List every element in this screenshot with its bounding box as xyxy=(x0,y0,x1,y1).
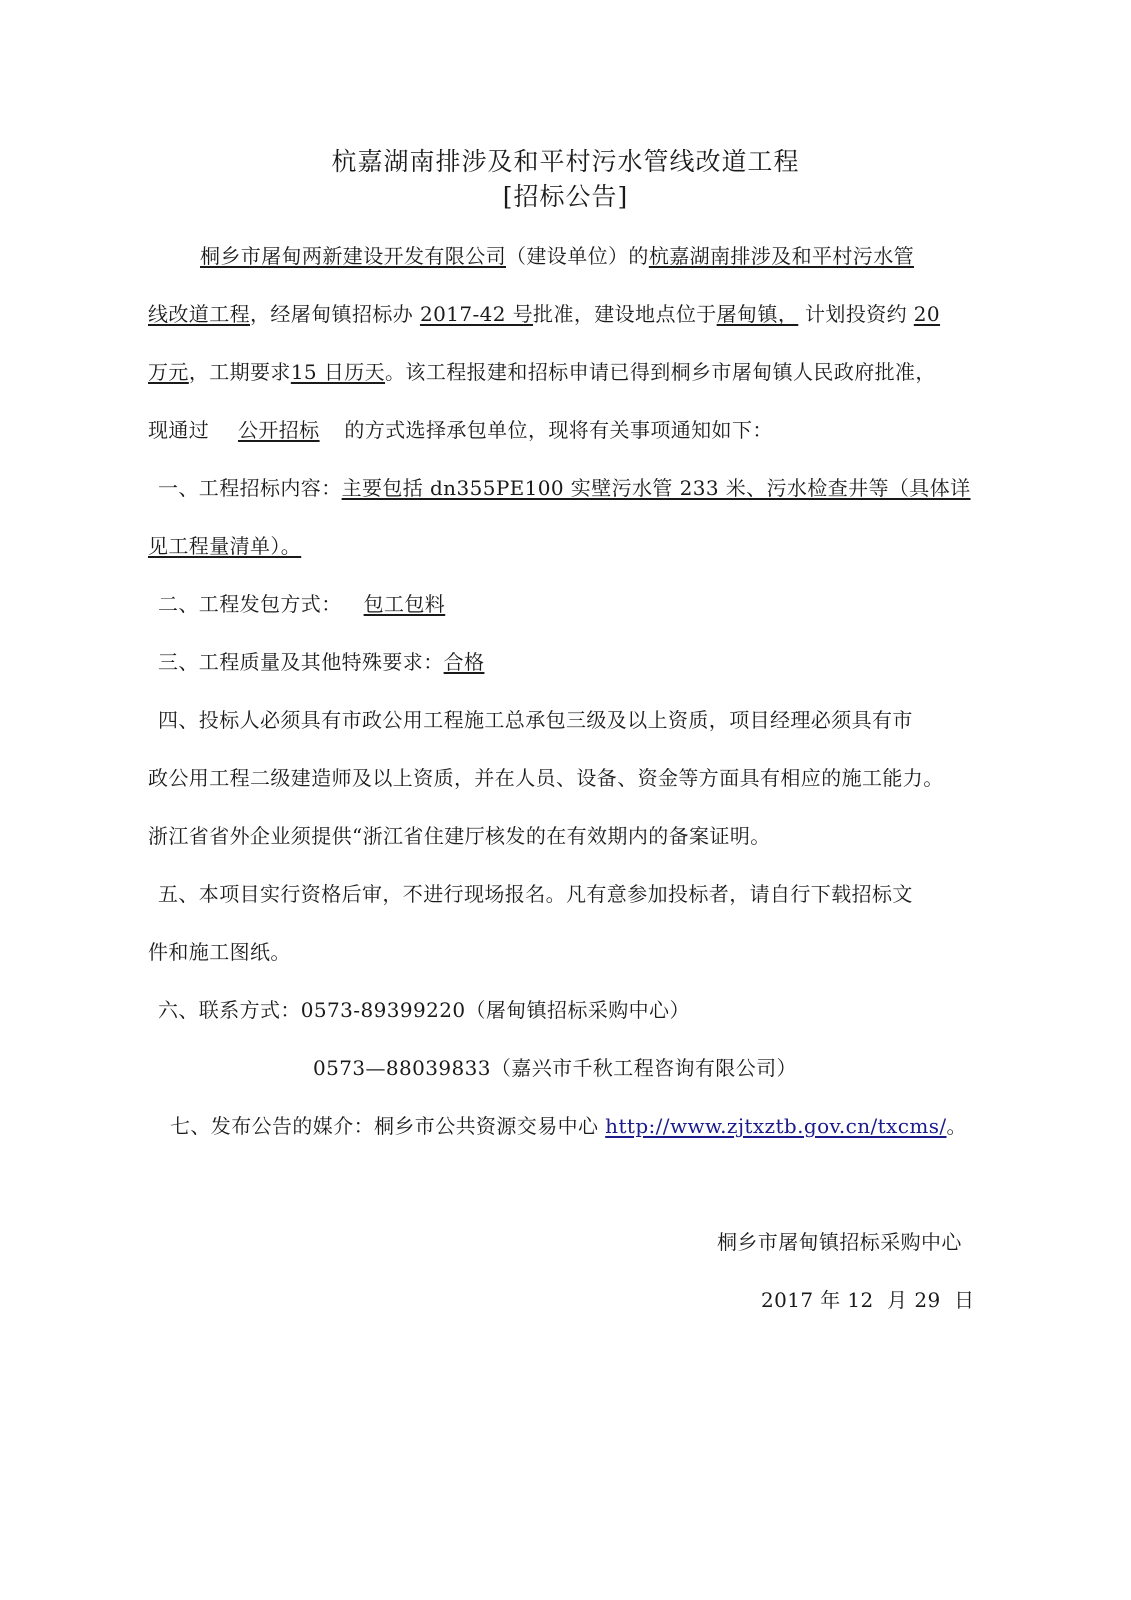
project-name-part-1: 杭嘉湖南排涉及和平村污水管 xyxy=(648,244,915,268)
builder-role: （建设单位）的 xyxy=(506,244,649,268)
project-location: 屠甸镇， xyxy=(716,302,799,326)
publication-link[interactable]: http://www.zjtxztb.gov.cn/txcms/ xyxy=(605,1114,947,1138)
section-6-line-2: 0573—88039833（嘉兴市千秋工程咨询有限公司） xyxy=(313,1056,797,1080)
document-title: 杭嘉湖南排涉及和平村污水管线改道工程 xyxy=(331,147,800,176)
section-3 xyxy=(158,649,484,675)
signature-date: 2017 年 12 月 29 日 xyxy=(761,1288,975,1312)
section-1-line-1 xyxy=(158,475,971,501)
quality-requirement: 合格 xyxy=(443,650,485,674)
section-4-line-2: 政公用工程二级建造师及以上资质，并在人员、设备、资金等方面具有相应的施工能力。 xyxy=(148,766,944,790)
section-5-line-1: 五、本项目实行资格后审，不进行现场报名。凡有意参加投标者，请自行下载招标文 xyxy=(158,882,913,906)
section-1-line-2: 见工程量清单）。 xyxy=(148,534,302,558)
investment-unit: 万元 xyxy=(148,360,189,384)
investment-amount: 20 xyxy=(913,302,941,326)
section-4-line-1: 四、投标人必须具有市政公用工程施工总承包三级及以上资质，项目经理必须具有市 xyxy=(158,708,913,732)
section-7: 七、发布公告的媒介：桐乡市公共资源交易中心 http://www.zjtxztb.gov.cn/txcms/。 xyxy=(170,1114,967,1138)
construction-period: 15 日历天 xyxy=(290,360,386,384)
intro-line-4: 现通过 公开招标 的方式选择承包单位，现将有关事项通知如下： xyxy=(148,418,773,442)
section-7-label: 七、发布公告的媒介：桐乡市公共资源交易中心 xyxy=(170,1114,599,1138)
project-name-part-2: 线改道工程 xyxy=(148,302,250,326)
section-5-line-2: 件和施工图纸。 xyxy=(148,940,291,964)
intro-line-3: 万元，工期要求15 日历天。该工程报建和招标申请已得到桐乡市屠甸镇人民政府批准， xyxy=(148,360,936,384)
tender-method: 公开招标 xyxy=(237,418,320,442)
section-1-content: 主要包括 dn355PE100 实壁污水管 233 米、污水检查井等（具体详 xyxy=(341,476,971,500)
intro-line-2: 线改道工程，经屠甸镇招标办 2017-42 号批准，建设地点位于屠甸镇， 计划投资约 20 xyxy=(148,302,941,326)
section-3-label: 三、工程质量及其他特殊要求： xyxy=(158,650,444,674)
approval-number: 2017-42 号 xyxy=(419,302,534,326)
section-6-line-1: 六、联系方式：0573-89399220（屠甸镇招标采购中心） xyxy=(158,998,690,1022)
section-4-line-3: 浙江省省外企业须提供“浙江省住建厅核发的在有效期内的备案证明。 xyxy=(148,824,771,848)
builder-name: 桐乡市屠甸两新建设开发有限公司 xyxy=(200,244,506,268)
contract-mode: 包工包料 xyxy=(363,592,446,616)
section-2-label: 二、工程发包方式： xyxy=(158,592,342,616)
section-1-label: 一、工程招标内容： xyxy=(158,476,342,500)
section-2 xyxy=(158,591,467,617)
signature-organization: 桐乡市屠甸镇招标采购中心 xyxy=(717,1230,962,1254)
intro-line-1 xyxy=(200,243,914,269)
document-subtitle: [招标公告] xyxy=(502,182,629,211)
